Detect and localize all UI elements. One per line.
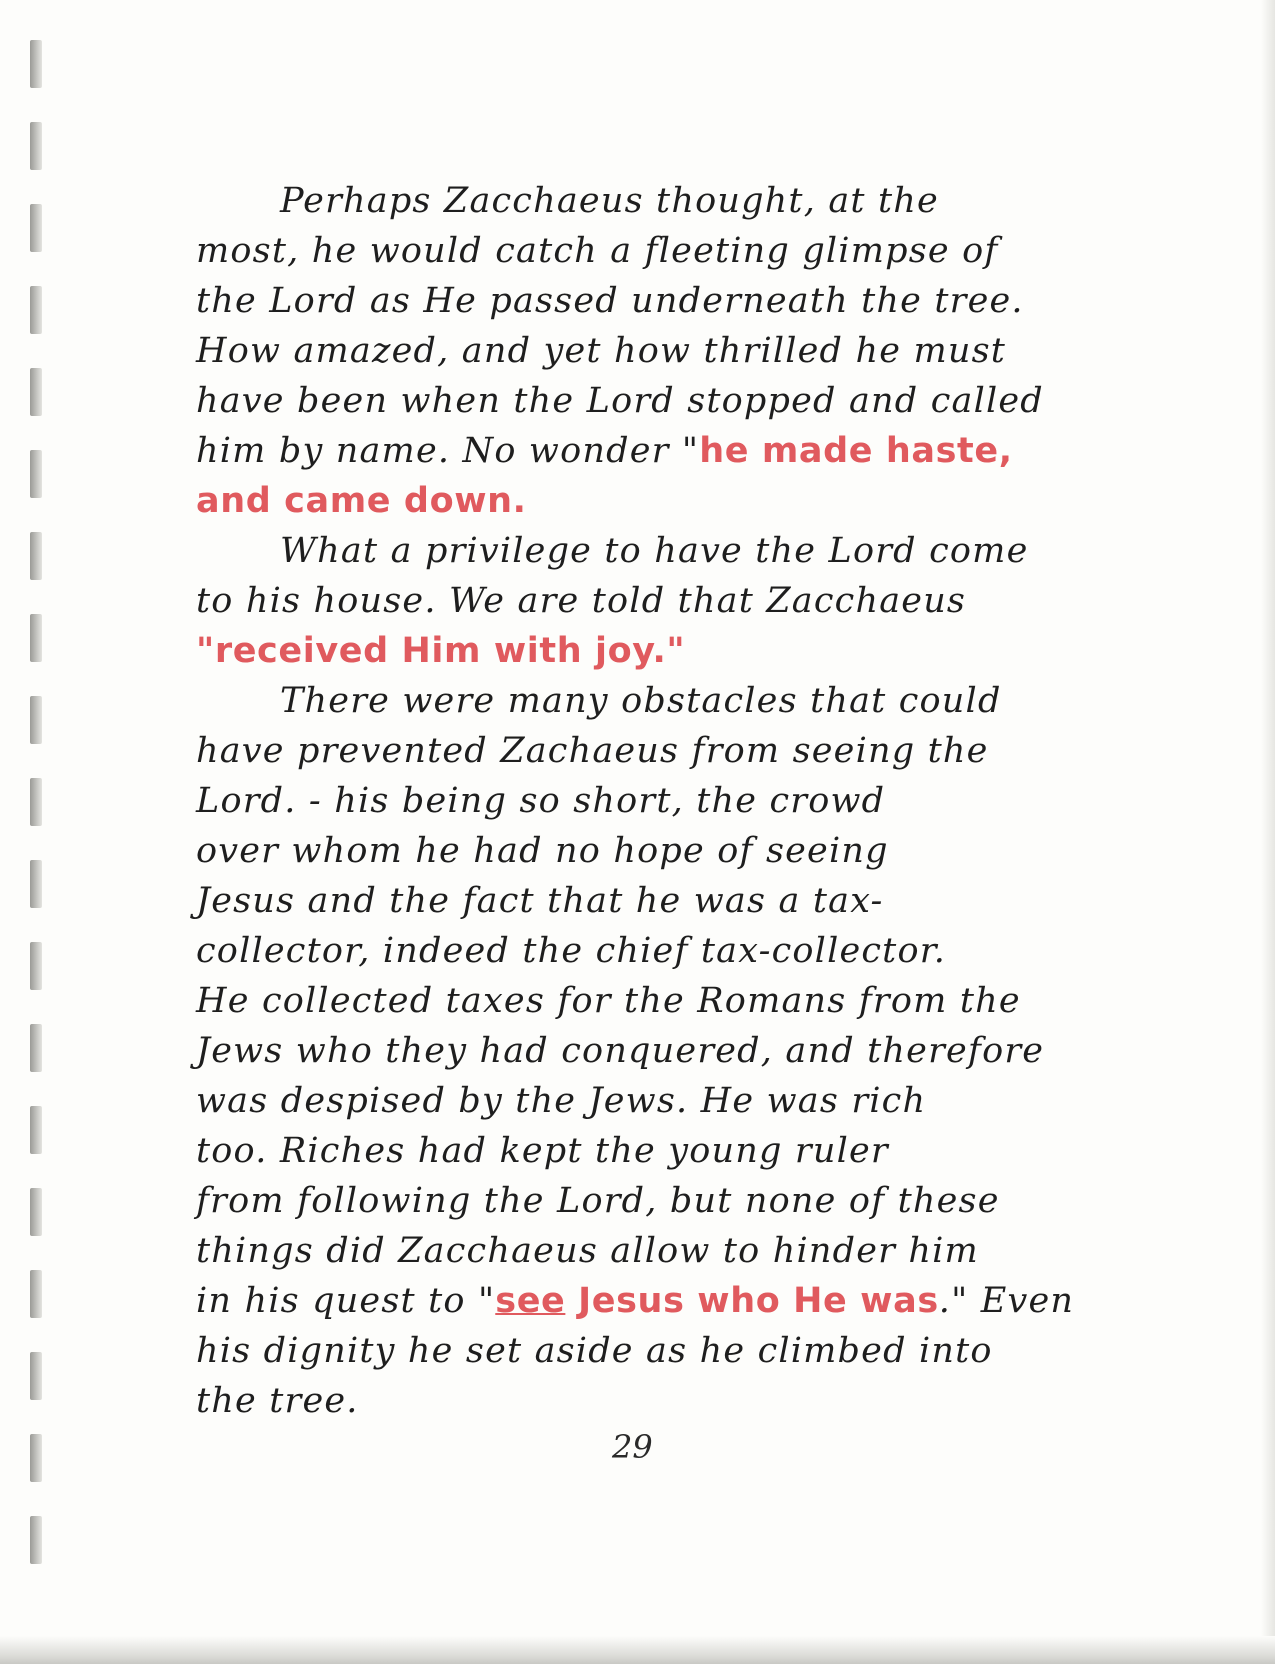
text-fragment: ." Even bbox=[938, 1281, 1075, 1321]
text-line: Jesus and the fact that he was a tax- bbox=[196, 881, 884, 921]
text-line: his dignity he set aside as he climbed into bbox=[196, 1331, 993, 1371]
page-edge-shadow bbox=[1261, 0, 1275, 1664]
binding-hole bbox=[30, 696, 42, 744]
text-line: How amazed, and yet how thrilled he must bbox=[196, 331, 1007, 371]
highlighted-quote: and came down. bbox=[196, 481, 527, 521]
text-line: the tree. bbox=[196, 1381, 359, 1421]
text-line bbox=[196, 476, 1176, 526]
text-line: was despised by the Jews. He was rich bbox=[196, 1081, 927, 1121]
binding-hole bbox=[30, 778, 42, 826]
binding-hole bbox=[30, 1024, 42, 1072]
text-line: have prevented Zachaeus from seeing the bbox=[196, 731, 989, 771]
text-line: Lord. - his being so short, the crowd bbox=[196, 781, 886, 821]
text-fragment: in his quest to " bbox=[196, 1281, 496, 1321]
binding-hole bbox=[30, 122, 42, 170]
binding-hole bbox=[30, 1516, 42, 1564]
binding-hole bbox=[30, 204, 42, 252]
text-line: There were many obstacles that could bbox=[280, 681, 1002, 721]
text-line: Perhaps Zacchaeus thought, at the bbox=[280, 181, 939, 221]
binding-hole bbox=[30, 40, 42, 88]
highlighted-quote: Jesus who He was bbox=[565, 1281, 939, 1321]
text-line: things did Zacchaeus allow to hinder him bbox=[196, 1231, 979, 1271]
page-edge-shadow bbox=[0, 1636, 1275, 1664]
highlighted-quote: "received Him with joy." bbox=[196, 631, 686, 671]
text-line: over whom he had no hope of seeing bbox=[196, 831, 889, 871]
page-number: 29 bbox=[612, 1428, 653, 1466]
text-line: have been when the Lord stopped and called bbox=[196, 381, 1044, 421]
text-line: the Lord as He passed underneath the tree. bbox=[196, 281, 1024, 321]
binding-hole bbox=[30, 942, 42, 990]
text-line: He collected taxes for the Romans from the bbox=[196, 981, 1021, 1021]
binding-hole bbox=[30, 286, 42, 334]
spiral-binding bbox=[30, 0, 44, 1640]
binding-hole bbox=[30, 860, 42, 908]
binding-hole bbox=[30, 1270, 42, 1318]
text-line: collector, indeed the chief tax-collector. bbox=[196, 931, 947, 971]
text-line bbox=[196, 1276, 1176, 1326]
binding-hole bbox=[30, 368, 42, 416]
highlighted-quote: he made haste, bbox=[699, 431, 1013, 471]
binding-hole bbox=[30, 532, 42, 580]
binding-hole bbox=[30, 614, 42, 662]
binding-hole bbox=[30, 1188, 42, 1236]
text-line bbox=[196, 426, 1176, 476]
binding-hole bbox=[30, 1434, 42, 1482]
binding-hole bbox=[30, 1106, 42, 1154]
text-line bbox=[196, 626, 1176, 676]
text-line: from following the Lord, but none of these bbox=[196, 1181, 1000, 1221]
binding-hole bbox=[30, 450, 42, 498]
binding-hole bbox=[30, 1352, 42, 1400]
handwritten-text bbox=[196, 176, 1176, 1426]
text-line: Jews who they had conquered, and therefore bbox=[196, 1031, 1045, 1071]
text-line: What a privilege to have the Lord come bbox=[280, 531, 1029, 571]
text-fragment: him by name. No wonder " bbox=[196, 431, 700, 471]
text-line: most, he would catch a fleeting glimpse of bbox=[196, 231, 999, 271]
text-line: to his house. We are told that Zacchaeus bbox=[196, 581, 967, 621]
highlighted-quote: see bbox=[495, 1281, 566, 1321]
text-line: too. Riches had kept the young ruler bbox=[196, 1131, 889, 1171]
